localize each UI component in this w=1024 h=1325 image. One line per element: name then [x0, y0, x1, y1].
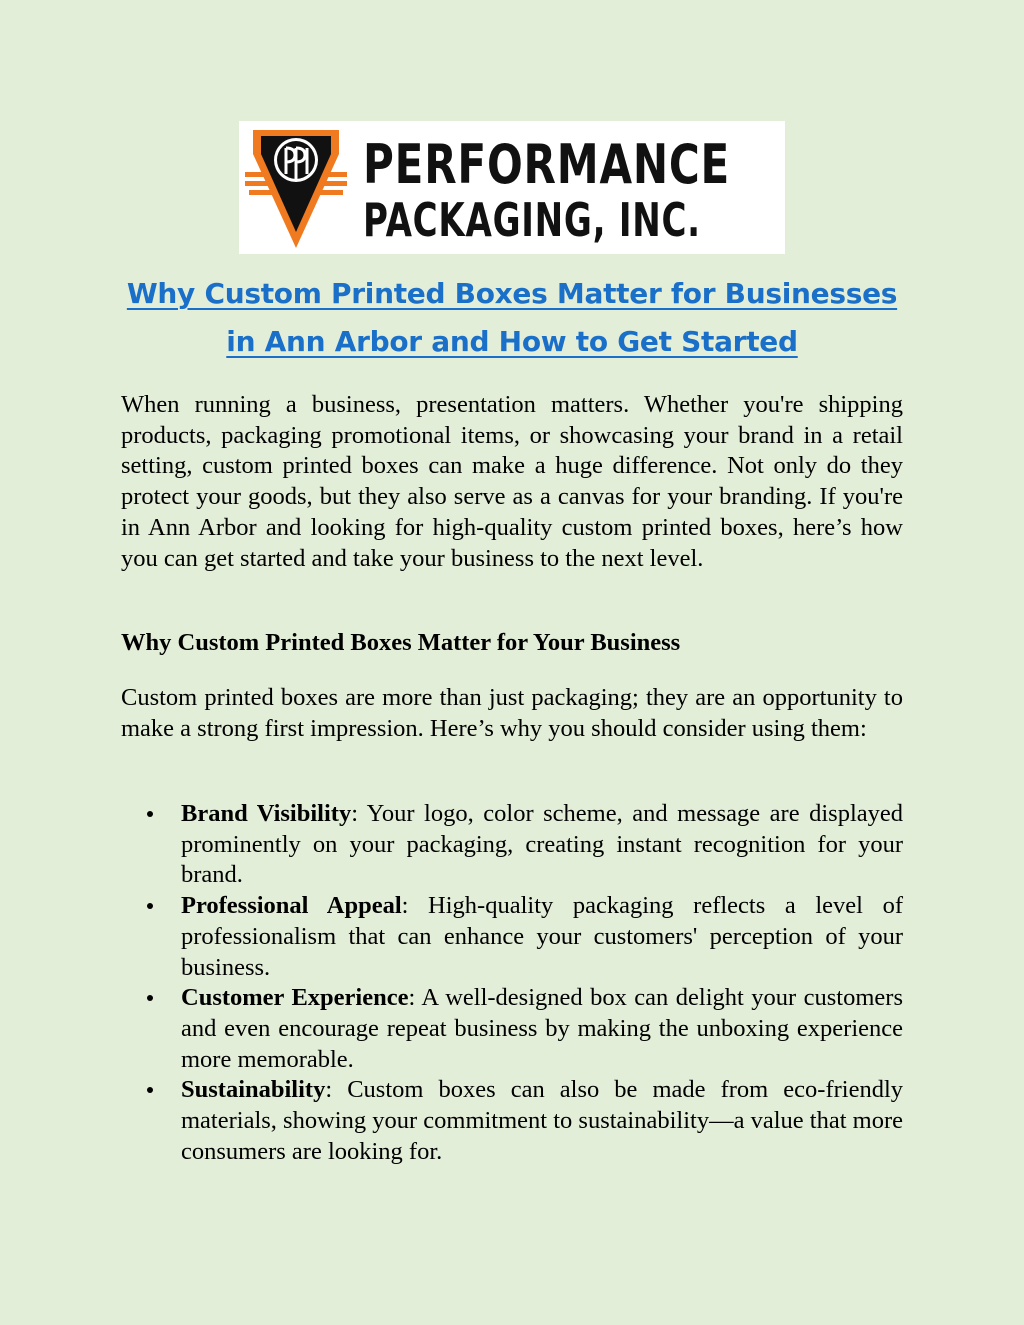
performance-packaging-emblem-icon — [245, 124, 347, 251]
bullet-text: : A well-designed box can delight your customers and even encourage repeat business by making the unboxing experience more memorable. — [181, 984, 903, 1073]
logo-wordmark-line1: PERFORMANCE — [363, 133, 731, 196]
section-heading: Why Custom Printed Boxes Matter for Your Business — [121, 629, 681, 656]
article-title-link[interactable] — [100, 270, 924, 366]
logo-wordmark-line2: PACKAGING, INC. — [363, 193, 701, 247]
list-item — [121, 983, 903, 1075]
company-logo — [239, 121, 785, 254]
bullet-icon — [147, 903, 153, 909]
section-paragraph: Custom printed boxes are more than just packaging; they are an opportunity to make a strong first impression. Here’s why you should consider using them: — [121, 684, 903, 742]
title-line-2: in Ann Arbor and How to Get Started — [226, 325, 798, 358]
bullet-text: : Your logo, color scheme, and message are displayed prominently on your packaging, creating instant recognition for your brand. — [181, 800, 903, 889]
title-line-1: Why Custom Printed Boxes Matter for Businesses — [126, 277, 898, 310]
intro-paragraph: When running a business, presentation matters. Whether you're shipping products, packaging promotional items, or showcasing your brand in a retail setting, custom printed boxes can make a huge difference. Not only do they protect your goods, but they also serve as a canvas for your branding. If you're in Ann Arbor and looking for high-quality custom printed boxes, here’s how you can get started and take your business to the next level. — [121, 391, 903, 572]
bullet-text: : Custom boxes can also be made from eco-friendly materials, showing your commitment to sustainability—a value that more consumers are looking for. — [181, 1076, 903, 1165]
bullet-term: Brand Visibility — [181, 800, 352, 827]
list-item — [121, 891, 903, 983]
bullet-icon — [147, 1087, 153, 1093]
bullet-icon — [147, 811, 153, 817]
bullet-term: Sustainability — [181, 1076, 326, 1104]
benefits-list — [121, 799, 903, 1167]
bullet-term: Professional Appeal — [181, 892, 402, 920]
list-item — [121, 799, 903, 891]
bullet-icon — [147, 995, 153, 1001]
bullet-text: : High-quality packaging reflects a level of professionalism that can enhance your customers' perception of your business. — [181, 892, 903, 981]
list-item — [121, 1075, 903, 1167]
bullet-term: Customer Experience — [181, 984, 409, 1012]
